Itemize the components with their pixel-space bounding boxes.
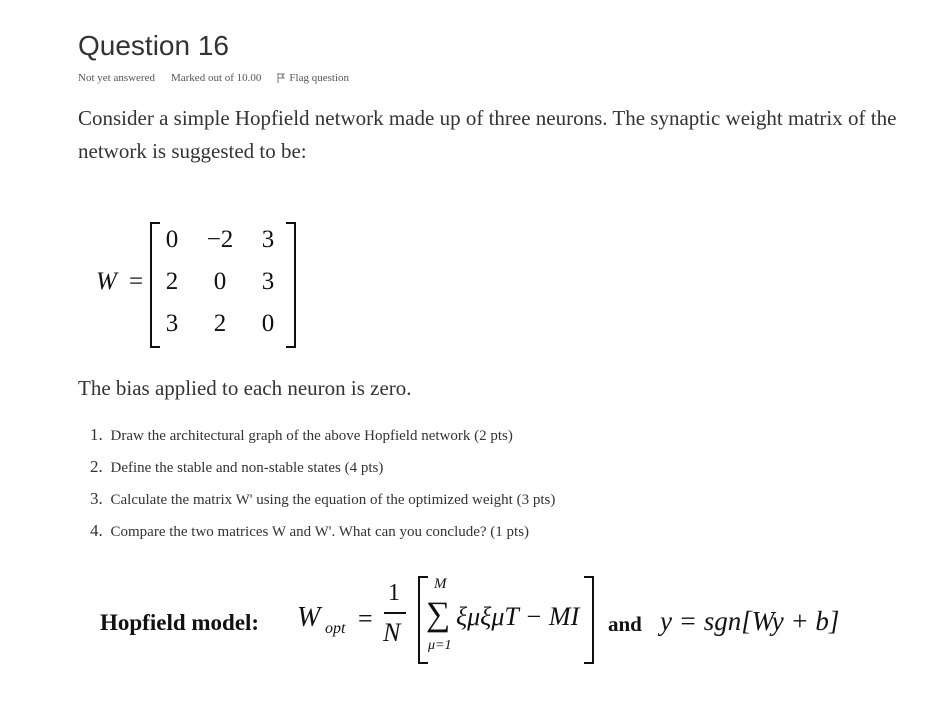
formula-lhs-subscript: opt (325, 620, 346, 637)
sum-upper-limit: M (434, 576, 447, 592)
flag-icon (277, 73, 285, 83)
sum-lower-limit: μ=1 (428, 638, 452, 653)
formula-rhs: y = sgn[Wy + b] (660, 606, 840, 636)
formula-body: ξμξμT − MI (456, 602, 580, 631)
item-number: 2. (90, 457, 103, 476)
formula-and: and (608, 612, 642, 636)
matrix-cell: 0 (165, 226, 179, 253)
question-title: Question 16 (78, 30, 229, 61)
item-text: Calculate the matrix W' using the equation of the optimized weight (3 pts) (110, 492, 556, 508)
fraction-denominator: N (383, 618, 401, 647)
matrix-cell: 2 (165, 268, 179, 295)
matrix-cell: 3 (261, 226, 275, 253)
bias-statement: The bias applied to each neuron is zero. (78, 376, 412, 400)
matrix-cell: 2 (213, 310, 227, 337)
list-item (90, 488, 555, 520)
fraction-bar (384, 612, 406, 614)
list-item (90, 520, 555, 552)
matrix-cell: 0 (261, 310, 275, 337)
question-meta (78, 72, 349, 84)
matrix-equals: = (129, 268, 144, 295)
hopfield-formula (100, 574, 860, 664)
formula-label: Hopfield model: (100, 610, 260, 635)
fraction-numerator: 1 (388, 580, 400, 606)
formula-lhs: W (297, 602, 321, 633)
flag-question-button[interactable] (277, 72, 349, 84)
item-text: Define the stable and non-stable states (4 pts) (110, 460, 384, 476)
matrix-cell: 0 (213, 268, 227, 295)
formula-equals: = (358, 604, 373, 633)
item-number: 3. (90, 489, 103, 508)
task-list (90, 424, 555, 552)
matrix-label: W (96, 268, 117, 295)
list-item (90, 456, 555, 488)
matrix-cell: 3 (165, 310, 179, 337)
item-number: 1. (90, 425, 103, 444)
item-text: Draw the architectural graph of the above Hopfield network (2 pts) (110, 428, 513, 444)
question-intro: Consider a simple Hopfield network made up of three neurons. The synaptic weight matrix of the network is suggested to be: (78, 106, 897, 163)
flag-question-label: Flag question (289, 72, 350, 84)
status-text: Not yet answered (78, 72, 155, 84)
marks-text: Marked out of 10.00 (170, 72, 262, 84)
formula-right-bracket (584, 576, 594, 664)
matrix-cell: 3 (261, 268, 275, 295)
item-number: 4. (90, 521, 103, 540)
sum-symbol: ∑ (426, 596, 451, 633)
matrix-cell: −2 (206, 226, 234, 253)
item-text: Compare the two matrices W and W'. What can you conclude? (1 pts) (110, 524, 530, 540)
list-item (90, 424, 555, 456)
